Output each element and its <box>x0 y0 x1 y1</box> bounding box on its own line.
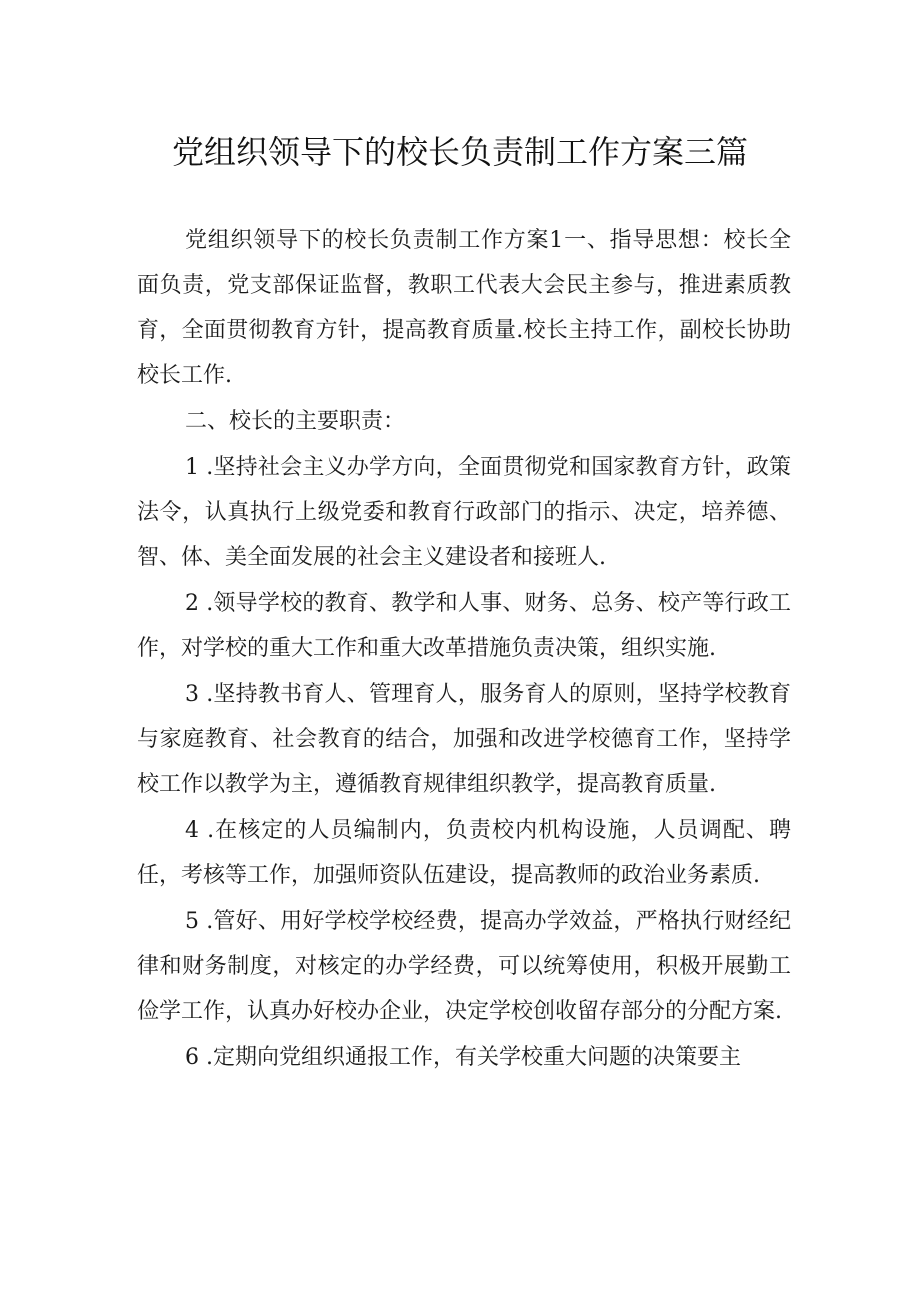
paragraph-duty-4: 4 .在核定的人员编制内，负责校内机构设施，人员调配、聘任，考核等工作，加强师资队伍建设，提高教师的政治业务素质. <box>137 818 791 888</box>
paragraph-duties-heading: 二、校长的主要职责： <box>185 409 406 434</box>
paragraph-intro: 党组织领导下的校长负责制工作方案1一、指导思想：校长全面负责，党支部保证监督，教职工代表大会民主参与，推进素质教育，全面贯彻教育方针，提高教育质量.校长主持工作，副校长协助校长工作. <box>137 228 791 388</box>
document-title: 党组织领导下的校长负责制工作方案三篇 <box>171 133 748 171</box>
paragraph-duty-6: 6 .定期向党组织通报工作，有关学校重大问题的决策要主 <box>185 1045 741 1070</box>
paragraph-duty-5: 5 .管好、用好学校学校经费，提高办学效益，严格执行财经纪律和财务制度，对核定的办学经费，可以统筹使用，积极开展勤工俭学工作，认真办好校办企业，决定学校创收留存部分的分配方案. <box>137 909 791 1024</box>
document-body <box>137 218 791 1081</box>
paragraph-duty-2: 2 .领导学校的教育、教学和人事、财务、总务、校产等行政工作，对学校的重大工作和重大改革措施负责决策，组织实施. <box>137 591 791 661</box>
paragraph-duty-3: 3 .坚持教书育人、管理育人，服务育人的原则，坚持学校教育与家庭教育、社会教育的结合，加强和改进学校德育工作，坚持学校工作以教学为主，遵循教育规律组织教学，提高教育质量. <box>137 682 791 797</box>
paragraph-duty-1: 1 .坚持社会主义办学方向，全面贯彻党和国家教育方针，政策法令，认真执行上级党委和教育行政部门的指示、决定，培养德、智、体、美全面发展的社会主义建设者和接班人. <box>137 455 791 570</box>
